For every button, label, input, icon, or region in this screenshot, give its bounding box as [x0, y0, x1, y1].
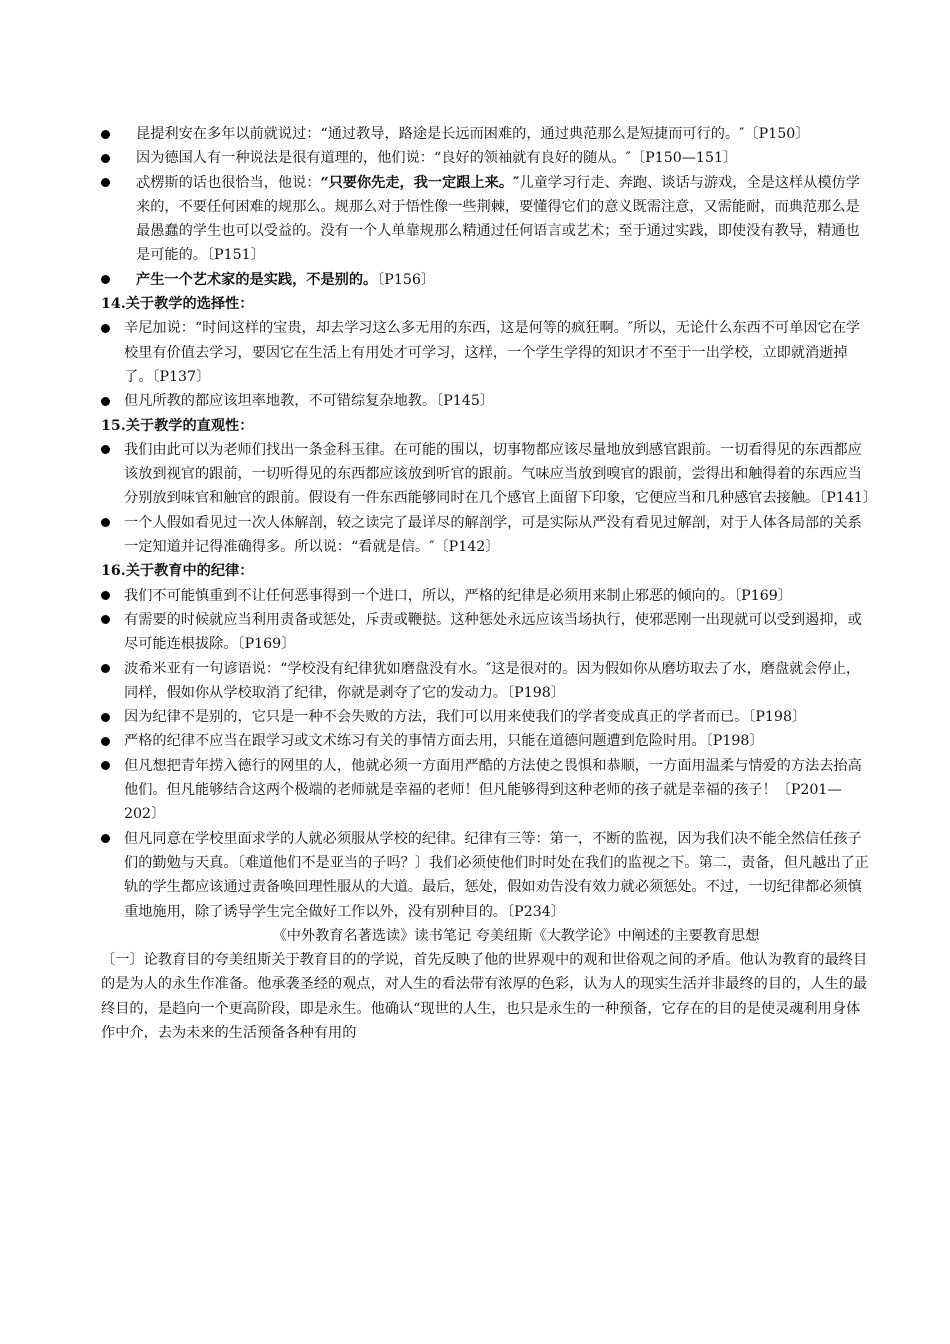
bullet-dot-icon	[101, 518, 110, 527]
bullet-item	[101, 729, 871, 753]
bullet-item	[101, 754, 871, 827]
quote-bold: “只要你先走，我一定跟上来。″	[320, 174, 520, 191]
bullet-item	[101, 511, 871, 560]
bullet-item	[101, 268, 871, 292]
bullet-dot-icon	[101, 591, 110, 600]
bullet-dot-icon	[101, 713, 110, 722]
bullet-dot-icon	[101, 834, 110, 843]
bullet-text	[136, 268, 871, 292]
section-number: 14.	[101, 296, 126, 313]
section-number: 16.	[101, 563, 126, 580]
bullet-item	[101, 438, 878, 511]
bullet-dot-icon	[101, 178, 110, 187]
bullet-dot-icon	[101, 664, 110, 673]
bullet-item	[101, 316, 871, 389]
bullet-text: 严格的纪律不应当在跟学习或文术练习有关的事情方面去用，只能在道德问题遭到危险时用。〔P198〕	[124, 733, 764, 750]
section-heading	[101, 292, 871, 316]
bullet-dot-icon	[101, 397, 110, 406]
page-reference: 〔P156〕	[377, 271, 436, 288]
bullet-text: 因为纪律不是别的，它只是一种不会失败的方法，我们可以用来使我们的学者变成真正的学者而已。〔P198〕	[124, 709, 807, 726]
section-title: 关于教学的选择性：	[125, 296, 254, 313]
quote-rest: 儿童学习行走、奔跑、谈话与游戏，全是这样从模仿学来的，不要任何困难的规那么。规那么对于悟性像一些荆棘，要懂得它们的意义既需注意，又需能耐，而典范那么是最愚蠢的学生也可以受益的。没有一个人单靠规那么精通过任何语言或艺术；至于通过实践，即使没有教导，精通也是可能的。〔P151〕	[136, 174, 860, 264]
bullet-text: 辛尼加说：“时间这样的宝贵，却去学习这么多无用的东西，这是何等的疯狂啊。″所以，无论什么东西不可单因它在学校里有价值去学习，要因它在生活上有用处才可学习，这样，一个学生学得的知识才不至于一出学校，立即就消逝掉了。〔P137〕	[124, 320, 861, 385]
bullet-dot-icon	[101, 737, 110, 746]
quote-intro: 忒楞斯的话也很恰当，他说：	[136, 174, 321, 191]
bullet-item	[101, 705, 871, 729]
bold-statement: 产生一个艺术家的是实践，不是别的。	[136, 271, 378, 288]
bullet-text: 我们由此可以为老师们找出一条金科玉律。在可能的围以，切事物都应该尽量地放到感官跟前。一切看得见的东西都应该放到视官的跟前，一切听得见的东西都应该放到听官的跟前。气味应当放到嗅官的跟前，尝得出和触得着的东西应当分别放到味官和触官的跟前。假设有一件东西能够同时在几个感官上面留下印象，它便应当和几种感官去接触。〔P141〕	[124, 441, 878, 507]
article-title: 《中外教育名著选读》读书笔记 夸美纽斯《大教学论》中阐述的主要教育思想	[272, 927, 760, 944]
bullet-item	[101, 608, 871, 657]
bullet-text: 有需要的时候就应当利用责备或惩处，斥责或鞭挞。这种惩处永远应该当场执行，使邪恶刚一出现就可以受到遏抑，或尽可能连根拔除。〔P169〕	[124, 611, 862, 653]
section-heading	[101, 414, 871, 438]
bullet-item	[101, 389, 871, 413]
bullet-item	[101, 827, 871, 924]
section-number: 15.	[101, 417, 126, 434]
bullet-dot-icon	[101, 275, 110, 284]
bullet-item	[101, 146, 871, 170]
bullet-text: 但凡同意在学校里面求学的人就必须服从学校的纪律。纪律有三等：第一，不断的监视，因为我们决不能全然信任孩子们的勤勉与天真。〔难道他们不是亚当的子吗？〕我们必须使他们时时处在我们的监视之下。第二，责备，但凡越出了正轨的学生都应该通过责备唤回理性服从的大道。最后，惩处，假如劝告没有效力就必须惩处。不过，一切纪律都必须慎重地施用，除了诱导学生完全做好工作以外，没有别种目的。〔P234〕	[124, 830, 869, 920]
section-title: 关于教学的直观性：	[125, 417, 254, 434]
bullet-text: 波希米亚有一句谚语说：“学校没有纪律犹如磨盘没有水。″这是很对的。因为假如你从磨坊取去了水，磨盘就会停止，同样，假如你从学校取消了纪律，你就是剥夺了它的发动力。〔P198〕	[124, 660, 861, 701]
bullet-item	[101, 657, 871, 706]
bullet-text: 但凡想把青年捞入德行的网里的人，他就必须一方面用严酷的方法使之畏惧和恭顺，一方面用温柔与情爱的方法去抬高他们。但凡能够结合这两个极端的老师就是幸福的老师！但凡能够得到这种老师的孩子就是幸福的孩子！〔P201—202〕	[124, 757, 862, 823]
bullet-dot-icon	[101, 615, 110, 624]
bullet-item	[101, 584, 871, 608]
bullet-text: 我们不可能慎重到不让任何恶事得到一个进口，所以，严格的纪律是必须用来制止邪恶的倾向的。〔P169〕	[124, 587, 792, 604]
bullet-dot-icon	[101, 130, 110, 139]
bullet-text: 昆提利安在多年以前就说过：“通过教导，路途是长远而困难的，通过典范那么是短捷而可行的。″〔P150〕	[136, 126, 810, 142]
bullet-text: 因为德国人有一种说法是很有道理的，他们说：“良好的领袖就有良好的随从。″〔P150—151〕	[136, 150, 738, 167]
bullet-dot-icon	[101, 324, 110, 333]
bullet-item	[101, 122, 871, 146]
bullet-text	[136, 171, 871, 268]
body-paragraph: 〔一〕论教育目的夸美纽斯关于教育目的的学说，首先反映了他的世界观中的观和世俗观之间的矛盾。他认为教育的最终目的是为人的永生作准备。他承袭圣经的观点，对人生的看法带有浓厚的色彩，认为人的现实生活并非最终的目的，人生的最终目的，是趋向一个更高阶段，即是永生。他确认“现世的人生，也只是永生的一种预备，它存在的目的是使灵魂利用身体作中介，去为未来的生活预备各种有用的	[101, 952, 868, 1041]
bullet-dot-icon	[101, 154, 110, 163]
bullet-text: 一个人假如看见过一次人体解剖，较之读完了最详尽的解剖学，可是实际从严没有看见过解剖，对于人体各局部的关系一定知道并记得准确得多。所以说：“看就是信。″〔P142〕	[124, 514, 862, 556]
document-body	[101, 122, 878, 1045]
section-title: 关于教育中的纪律：	[125, 563, 254, 580]
bullet-dot-icon	[101, 761, 110, 770]
bullet-text: 但凡所教的都应该坦率地教，不可错综复杂地教。〔P145〕	[124, 393, 495, 410]
bullet-item	[101, 171, 871, 268]
section-heading	[101, 559, 871, 583]
bullet-dot-icon	[101, 445, 110, 454]
